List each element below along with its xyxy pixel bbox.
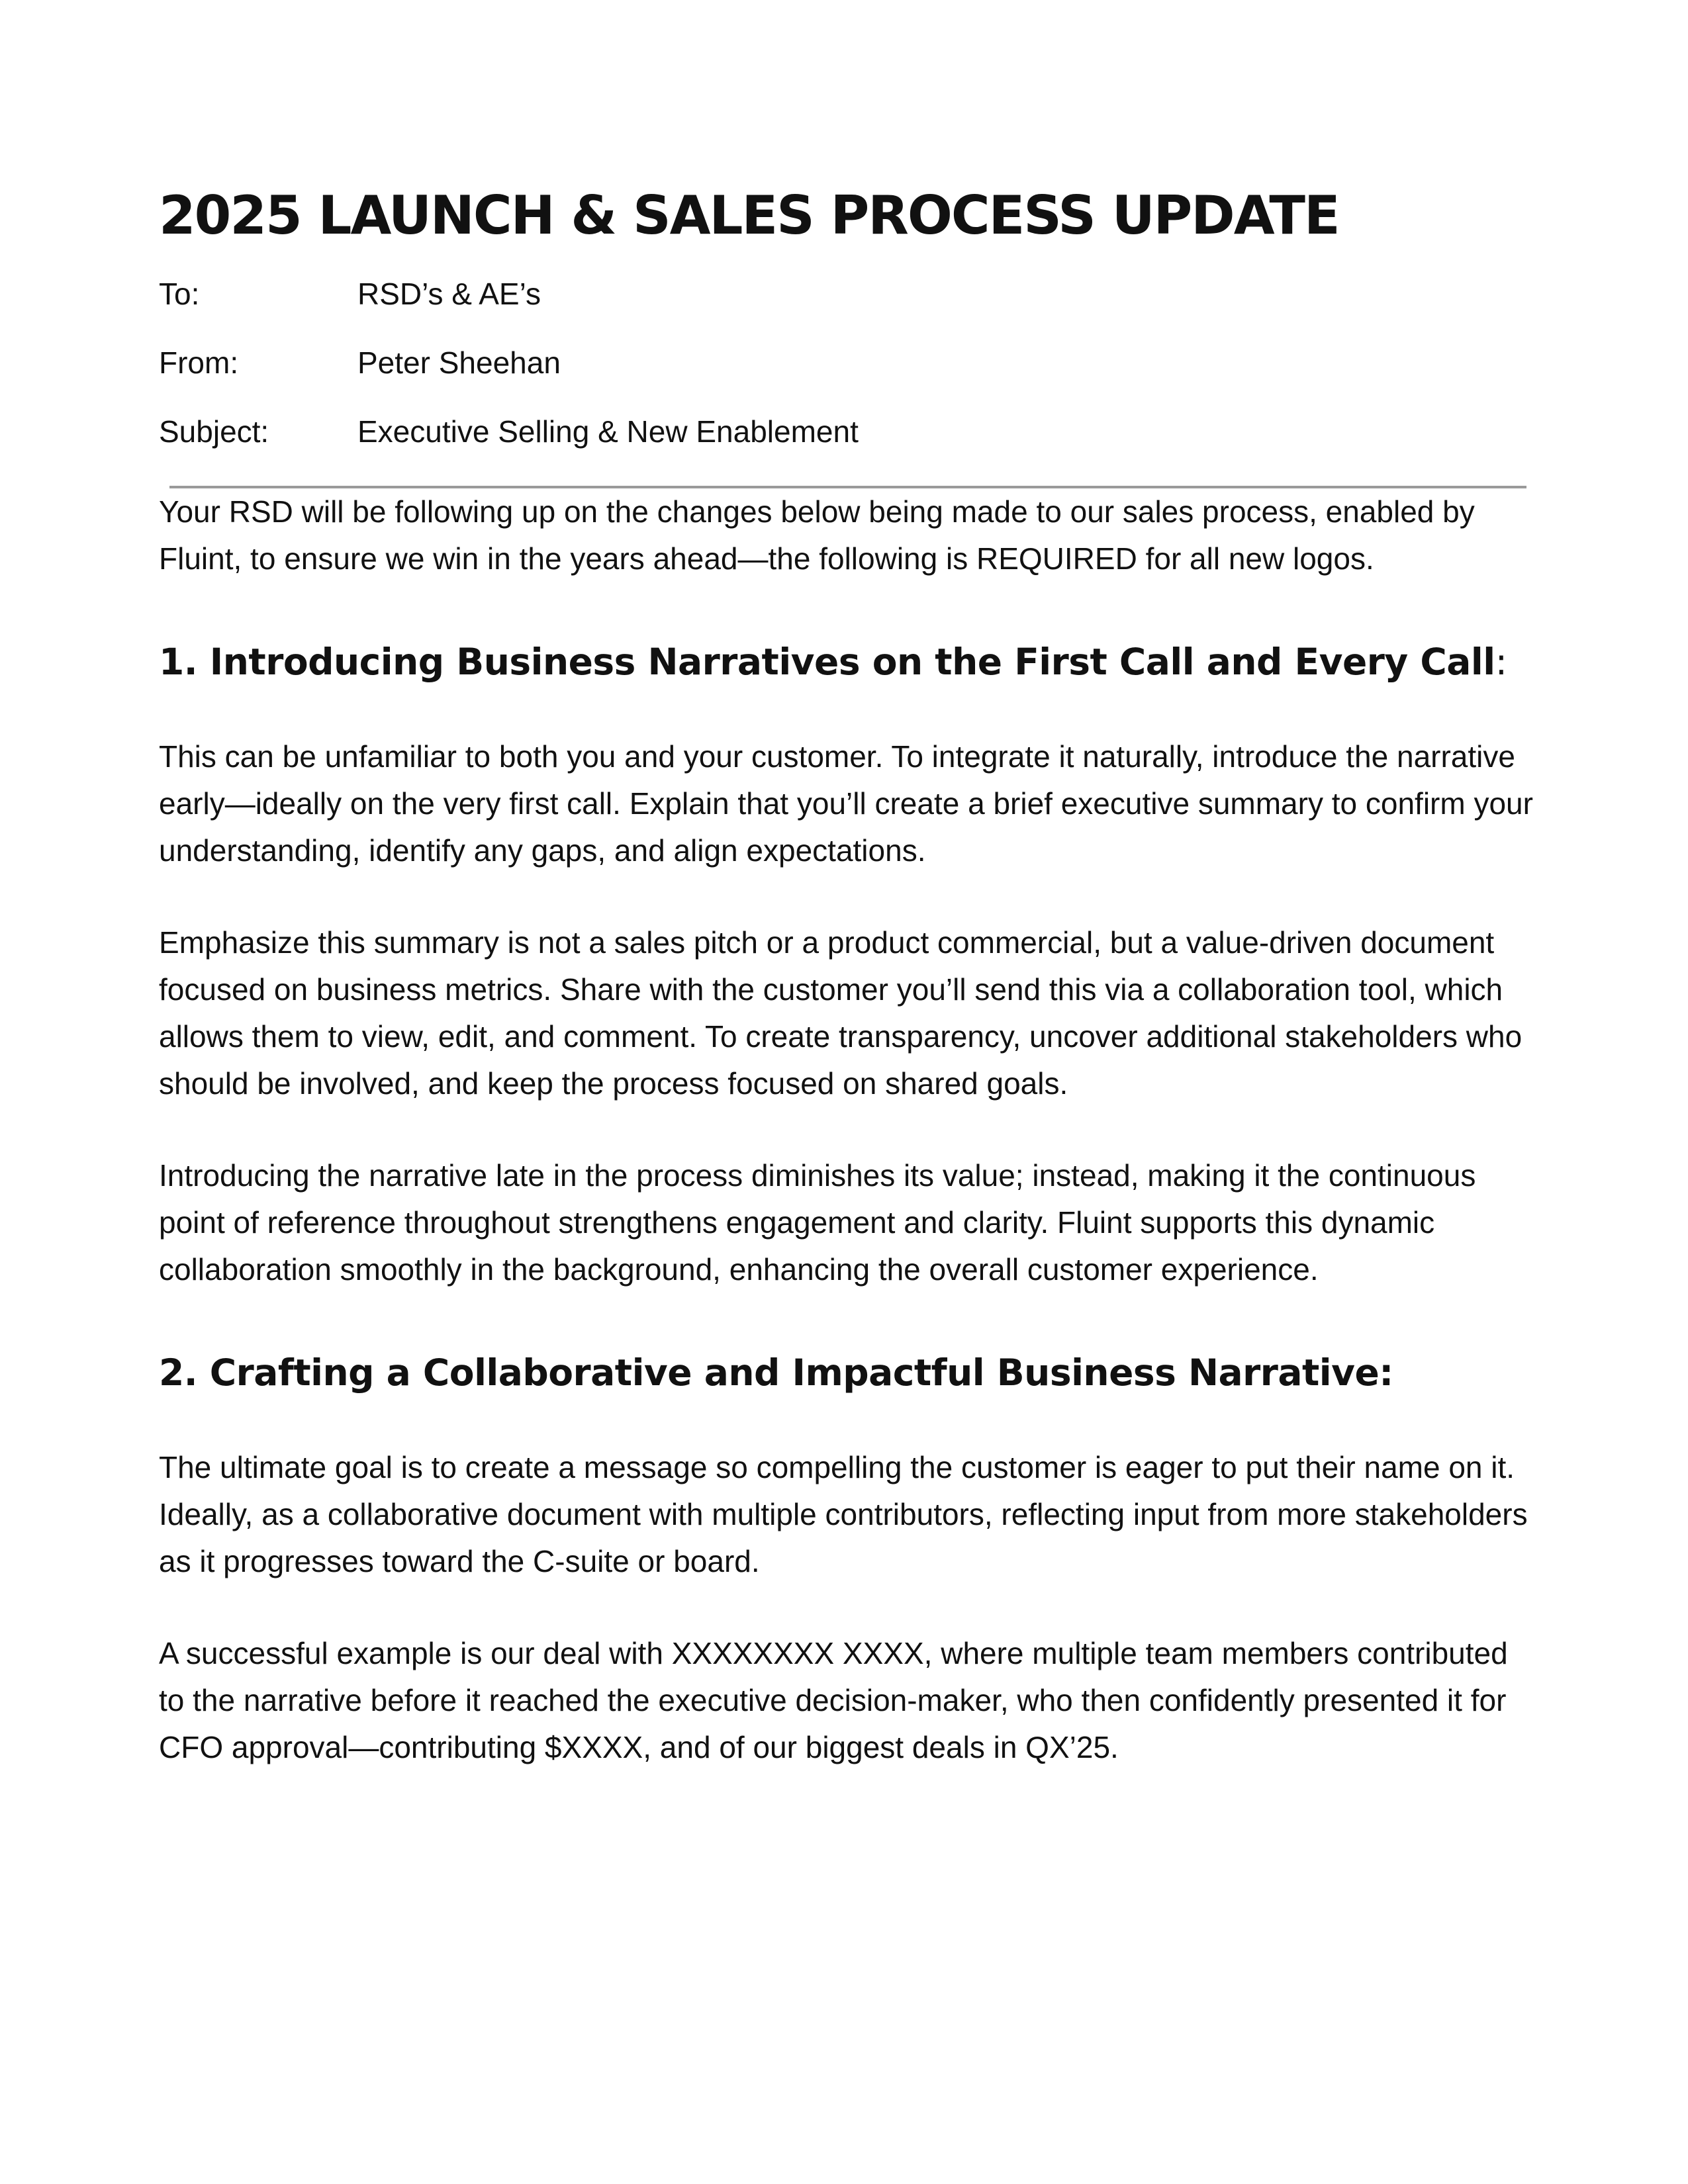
intro-paragraph: Your RSD will be following up on the changes below being made to our sales process, enabled by Fluint, to ensure we win in the years ahead—the following is REQUIRED for all new logos.	[159, 494, 1475, 576]
memo-from-label: From:	[159, 345, 239, 380]
memo-header	[159, 273, 1536, 453]
memo-from-value: Peter Sheehan	[357, 345, 561, 380]
section-2	[159, 1347, 1536, 1771]
section-1-heading	[159, 637, 1536, 687]
memo-from-row	[159, 341, 1536, 384]
section-2-heading: 2. Crafting a Collaborative and Impactful Business Narrative:	[159, 1351, 1393, 1394]
memo-subject-label: Subject:	[159, 414, 269, 449]
document-title: 2025 LAUNCH & SALES PROCESS UPDATE	[159, 185, 1339, 246]
section-2-paragraph-1: The ultimate goal is to create a message so compelling the customer is eager to put their name on it. Ideally, as a collaborative document with multiple contributors, reflecting input from more stakeholders as it progresses toward the C-suite or board.	[159, 1450, 1528, 1578]
memo-to-label: To:	[159, 277, 200, 311]
section-1-body	[159, 733, 1536, 1293]
section-1-paragraph-2: Emphasize this summary is not a sales pitch or a product commercial, but a value-driven document focused on business metrics. Share with the customer you’ll send this via a collaboration tool, which allows them to view, edit, and comment. To create transparency, uncover additional stakeholders who should be involved, and keep the process focused on shared goals.	[159, 925, 1523, 1101]
section-1-paragraph-3: Introducing the narrative late in the process diminishes its value; instead, making it the continuous point of reference throughout strengthens engagement and clarity. Fluint supports this dynamic collaboration smoothly in the background, enhancing the overall customer experience.	[159, 1158, 1476, 1287]
section-1-paragraph-1: This can be unfamiliar to both you and your customer. To integrate it naturally, introduce the narrative early—ideally on the very first call. Explain that you’ll create a brief executive summary to confirm your understanding, identify any gaps, and align expectations.	[159, 739, 1533, 868]
section-1	[159, 637, 1536, 1293]
memo-to-row	[159, 273, 1536, 315]
section-1-heading-text: 1. Introducing Business Narratives on the First Call and Every Call	[159, 641, 1495, 683]
memo-to-value: RSD’s & AE’s	[357, 277, 541, 311]
document-page	[159, 179, 1536, 1771]
memo-subject-row	[159, 410, 1536, 453]
section-2-paragraph-2: A successful example is our deal with XXXXXXXX XXXX, where multiple team members contributed to the narrative before it reached the executive decision-maker, who then confidently presented it for CFO approval—contributing $XXXX, and of our biggest deals in QX’25.	[159, 1636, 1508, 1764]
section-1-heading-colon: :	[1495, 641, 1507, 683]
memo-subject-value: Executive Selling & New Enablement	[357, 414, 859, 449]
section-2-body	[159, 1444, 1536, 1771]
